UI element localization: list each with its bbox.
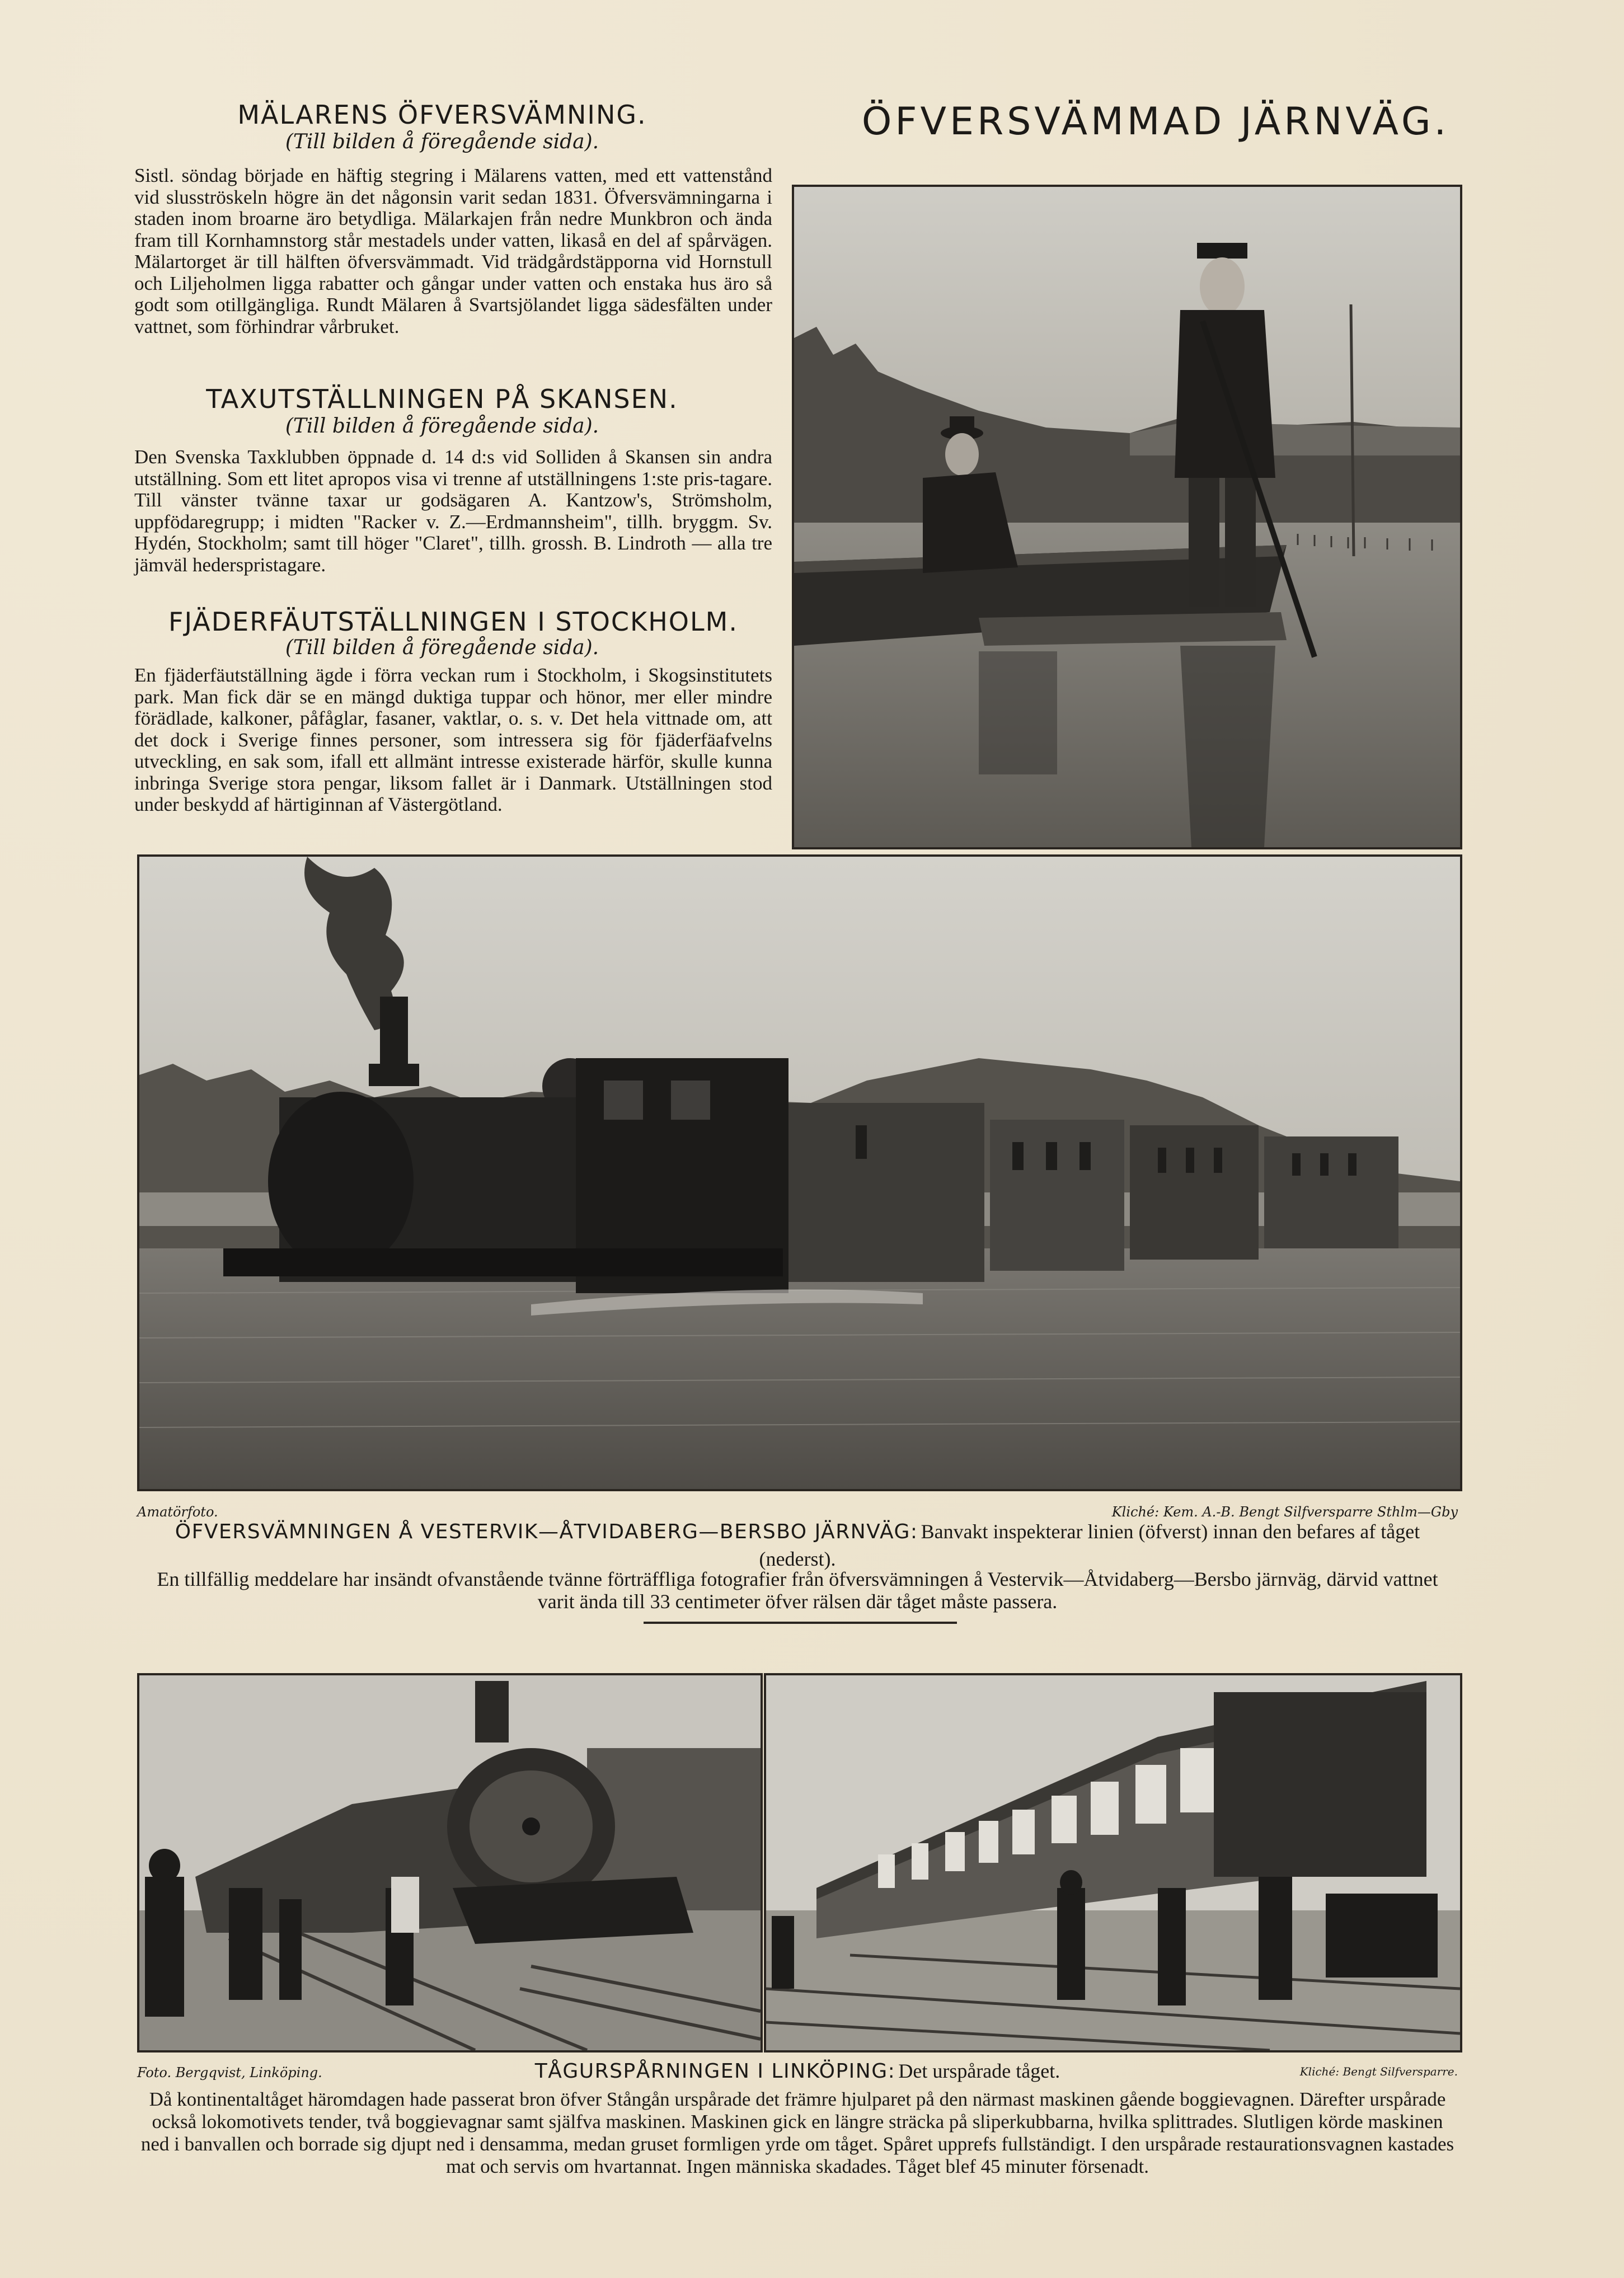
- article-title-fjaderfa: FJÄDERFÄUTSTÄLLNINGEN I STOCKHOLM.: [168, 607, 738, 637]
- flooded-train-photo: [137, 854, 1462, 1491]
- derailed-carriages-photo: [764, 1673, 1462, 2052]
- article-subtitle-taxutstallningen: (Till bilden å föregående sida).: [285, 415, 599, 438]
- derailment-caption: [137, 2059, 1458, 2087]
- article-body-taxutstallningen: Den Svenska Taxklubben öppnade d. 14 d:s vid Solliden å Skansen sin andra utställning. Som ett litet apropos visa vi trenne af utställningens 1:ste pris-tagare. Till vänster tvänne taxar ur godsägaren A. Kantzow's, Strömsholm, uppfödaregrupp; i midten "Racker v. Z.—Erdmannsheim", tillh. bryggm. Sv. Hydén, Stockholm; samt till höger "Claret", tillh. grossh. B. Lindroth — alla tre jämväl hederspristagare.: [134, 446, 772, 576]
- derailed-locomotive-photo: [137, 1673, 763, 2052]
- flood-section-title: ÖFVERSVÄMMAD JÄRNVÄG.: [861, 100, 1450, 144]
- inspecting-railway-photo: [792, 185, 1462, 849]
- article-subtitle-malaren: (Till bilden å föregående sida).: [285, 130, 599, 153]
- article-body-fjaderfa: En fjäderfäutställning ägde i förra veckan rum i Stockholm, i Skogsinstitutets park. Man fick där se en mängd duktiga tuppar och hönor, mer eller mindre förädlade, kalkoner, påfåglar, fasaner, vaktlar, o. s. v. Det hela vittnade om, att det dock i Sverige finnes personer, som intressera sig för fjäderfäafvelns utveckling, en sak som, ifall ett allmänt intresse existerade härför, skulle kunna inbringa Sverige stora pengar, liksom fallet är i Danmark. Utställningen stod under beskydd af härtiginnan af Västergötland.: [134, 664, 772, 815]
- flood-photo-credit: Amatörfoto.: [137, 1504, 218, 1520]
- article-title-taxutstallningen: TAXUTSTÄLLNINGEN PÅ SKANSEN.: [206, 384, 678, 414]
- derailment-photo-credit: Foto. Bergqvist, Linköping.: [137, 2065, 322, 2080]
- section-divider: [644, 1622, 957, 1624]
- derailment-caption-text: Det urspårade tåget.: [898, 2060, 1060, 2082]
- derailment-caption-head: TÅGURSPÅRNINGEN I LINKÖPING:: [534, 2060, 896, 2083]
- flood-caption-body: En tillfällig meddelare har insändt ofvanstående tvänne förträffliga fotografier från öfversvämningen å Vestervik—Åtvidaberg—Bersbo järnväg, därvid vattnet varit ända till 33 centimeter öfver rälsen där tåget måste passera.: [157, 1568, 1438, 1613]
- article-subtitle-fjaderfa: (Till bilden å föregående sida).: [285, 636, 599, 659]
- derailment-caption-body: Då kontinentaltåget häromdagen hade passerat bron öfver Stångån urspårade det främre hjulparet på den närmast maskinen gående boggievagnen. Därefter urspårade också lokomotivets tender, två boggievagnar samt själfva maskinen. Maskinen gick en längre sträcka på sliperkubbarna, hvilka splittrades. Slutligen körde maskinen ned i banvallen och borrade sig djupt ned i densamma, medan gruset formligen yrde om tåget. Spåret upprefs fullständigt. I den urspårade restaurationsvagnen kastades mat och servis om hvartannat. Ingen människa skadades. Tåget blef 45 minuter försenadt.: [140, 2088, 1454, 2177]
- derailment-cliche-credit: Kliché: Bengt Silfversparre.: [1299, 2065, 1458, 2078]
- flood-cliche-credit: Kliché: Kem. A.-B. Bengt Silfversparre Sthlm—Gby: [1111, 1504, 1458, 1520]
- flood-caption-head: ÖFVERSVÄMNINGEN Å VESTERVIK—ÅTVIDABERG—BERSBO JÄRNVÄG:: [175, 1520, 918, 1543]
- flood-caption-text: Banvakt inspekterar linien (öfverst) innan den befares af tåget (nederst).: [759, 1520, 1420, 1570]
- flood-caption: [137, 1520, 1458, 1575]
- article-title-malaren: MÄLARENS ÖFVERSVÄMNING.: [237, 100, 647, 130]
- article-body-malaren: Sistl. söndag började en häftig stegring i Mälarens vatten, med ett vattenstånd vid slusströskeln högre än det någonsin varit sedan 1831. Öfversvämningarna i staden inom broarne äro betydliga. Mälarkajen från nedre Munkbron och ända fram till Kornhamnstorg står mestadels under vatten, likaså en del af spårvägen. Mälartorget är till hälften öfversvämmadt. Vid trädgårdstäpporna vid Hornstull och Liljeholmen ligga rabatter och gångar under vatten och enstaka hus äro så godt som otillgängliga. Rundt Mälaren å Svartsjölandet ligga sädesfälten under vattnet, som förhindrar vårbruket.: [134, 165, 772, 337]
